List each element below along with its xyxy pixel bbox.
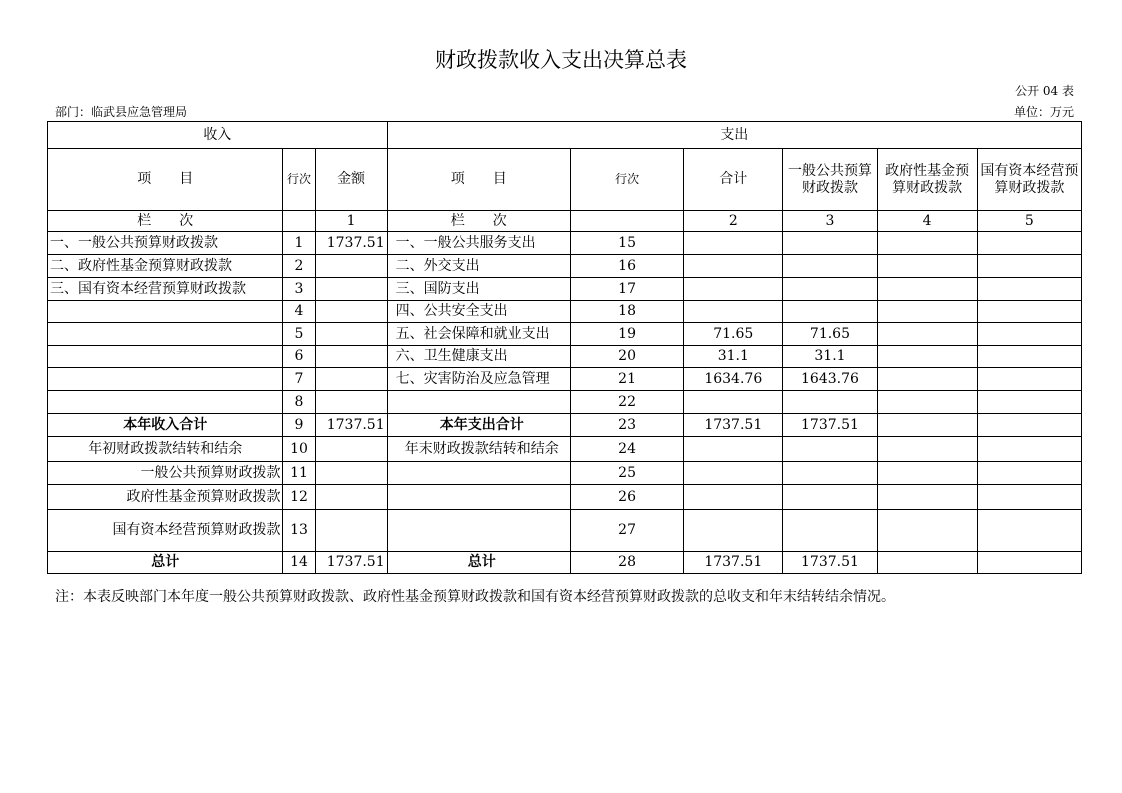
general-budget-value <box>783 391 877 414</box>
total-value: 1634.76 <box>684 368 783 391</box>
footnote: 注：本表反映部门本年度一般公共预算财政拨款、政府性基金预算财政拨款和国有资本经营预算财政拨款的总收支和年末结转结余情况。 <box>55 589 895 605</box>
general-budget-value <box>783 255 877 278</box>
state-capital-value <box>977 232 1081 255</box>
expense-row-no: 16 <box>570 255 683 278</box>
expense-item-header: 项 目 <box>387 149 570 211</box>
gov-fund-value <box>877 255 977 278</box>
total-value <box>684 301 783 323</box>
expense-item <box>387 510 570 552</box>
amount-header: 金额 <box>315 149 387 211</box>
income-amount: 1737.51 <box>315 232 387 255</box>
income-item: 本年收入合计 <box>48 414 283 437</box>
income-item: 年初财政拨款结转和结余 <box>48 437 283 462</box>
expense-item: 三、国防支出 <box>387 278 570 301</box>
expense-row-no: 22 <box>570 391 683 414</box>
general-budget-value: 1737.51 <box>783 414 877 437</box>
department-label: 部门：临武县应急管理局 <box>55 105 188 119</box>
table-row <box>48 232 1082 255</box>
expense-row-no: 17 <box>570 278 683 301</box>
expense-item <box>387 462 570 485</box>
income-item: 一般公共预算财政拨款 <box>48 462 283 485</box>
column-index-3: 3 <box>783 211 877 232</box>
total-value <box>684 485 783 510</box>
gov-fund-value <box>877 346 977 368</box>
general-budget-value <box>783 232 877 255</box>
income-item <box>48 323 283 346</box>
total-value <box>684 437 783 462</box>
income-item: 一、一般公共预算财政拨款 <box>48 232 283 255</box>
state-capital-value <box>977 485 1081 510</box>
column-index-4: 4 <box>877 211 977 232</box>
table-row <box>48 323 1082 346</box>
income-amount <box>315 437 387 462</box>
gov-fund-value <box>877 552 977 574</box>
table-row <box>48 462 1082 485</box>
income-amount <box>315 485 387 510</box>
state-capital-value <box>977 346 1081 368</box>
gov-fund-value <box>877 368 977 391</box>
state-capital-value <box>977 414 1081 437</box>
expense-row-no: 15 <box>570 232 683 255</box>
income-item: 总计 <box>48 552 283 574</box>
general-budget-value: 1737.51 <box>783 552 877 574</box>
expense-item: 四、公共安全支出 <box>387 301 570 323</box>
column-index-5: 5 <box>977 211 1081 232</box>
total-value <box>684 510 783 552</box>
general-budget-value <box>783 278 877 301</box>
state-capital-value <box>977 391 1081 414</box>
income-item: 国有资本经营预算财政拨款 <box>48 510 283 552</box>
column-index-1: 1 <box>315 211 387 232</box>
expense-item: 一、一般公共服务支出 <box>387 232 570 255</box>
gov-fund-value <box>877 232 977 255</box>
state-capital-value <box>977 255 1081 278</box>
unit-label: 单位：万元 <box>1013 105 1074 119</box>
state-capital-header: 国有资本经营预算财政拨款 <box>977 149 1081 211</box>
gov-fund-value <box>877 485 977 510</box>
expense-row-no: 27 <box>570 510 683 552</box>
state-capital-value <box>977 368 1081 391</box>
gov-fund-value <box>877 391 977 414</box>
expense-row-no: 20 <box>570 346 683 368</box>
income-item <box>48 368 283 391</box>
budget-table <box>47 121 1082 574</box>
income-amount: 1737.51 <box>315 414 387 437</box>
gov-fund-value <box>877 462 977 485</box>
income-item <box>48 346 283 368</box>
income-amount <box>315 391 387 414</box>
total-value <box>684 255 783 278</box>
gov-fund-value <box>877 278 977 301</box>
income-row-no: 14 <box>283 552 315 574</box>
income-row-no: 1 <box>283 232 315 255</box>
general-budget-value <box>783 485 877 510</box>
gov-fund-value <box>877 510 977 552</box>
income-amount: 1737.51 <box>315 552 387 574</box>
column-index-blank <box>283 211 315 232</box>
expense-row-no: 25 <box>570 462 683 485</box>
income-item <box>48 391 283 414</box>
expense-item: 二、外交支出 <box>387 255 570 278</box>
income-amount <box>315 368 387 391</box>
income-row-no: 13 <box>283 510 315 552</box>
income-row-no: 9 <box>283 414 315 437</box>
income-row-no: 12 <box>283 485 315 510</box>
gov-fund-header: 政府性基金预算财政拨款 <box>877 149 977 211</box>
income-amount <box>315 301 387 323</box>
table-row <box>48 278 1082 301</box>
expense-row-no: 18 <box>570 301 683 323</box>
expense-row-no: 23 <box>570 414 683 437</box>
income-item <box>48 301 283 323</box>
total-value <box>684 462 783 485</box>
state-capital-value <box>977 437 1081 462</box>
table-row <box>48 510 1082 552</box>
table-row <box>48 391 1082 414</box>
total-value: 31.1 <box>684 346 783 368</box>
income-row-no-header: 行次 <box>283 149 315 211</box>
income-amount <box>315 255 387 278</box>
income-amount <box>315 510 387 552</box>
table-row <box>48 301 1082 323</box>
table-row <box>48 437 1082 462</box>
column-index-label: 栏 次 <box>48 211 283 232</box>
general-budget-value <box>783 301 877 323</box>
general-budget-value: 71.65 <box>783 323 877 346</box>
expense-row-no-header: 行次 <box>570 149 683 211</box>
general-budget-value: 31.1 <box>783 346 877 368</box>
state-capital-value <box>977 301 1081 323</box>
total-value <box>684 391 783 414</box>
state-capital-value <box>977 462 1081 485</box>
gov-fund-value <box>877 301 977 323</box>
expense-item <box>387 391 570 414</box>
income-item: 三、国有资本经营预算财政拨款 <box>48 278 283 301</box>
general-budget-value <box>783 437 877 462</box>
income-row-no: 10 <box>283 437 315 462</box>
income-row-no: 3 <box>283 278 315 301</box>
gov-fund-value <box>877 323 977 346</box>
total-value: 1737.51 <box>684 552 783 574</box>
expense-item: 年末财政拨款结转和结余 <box>387 437 570 462</box>
column-index-label-2: 栏 次 <box>387 211 570 232</box>
general-budget-value <box>783 462 877 485</box>
expense-row-no: 19 <box>570 323 683 346</box>
total-header: 合计 <box>684 149 783 211</box>
expense-item: 本年支出合计 <box>387 414 570 437</box>
income-amount <box>315 323 387 346</box>
income-row-no: 11 <box>283 462 315 485</box>
income-row-no: 8 <box>283 391 315 414</box>
column-index-2: 2 <box>684 211 783 232</box>
total-value <box>684 232 783 255</box>
expense-item: 六、卫生健康支出 <box>387 346 570 368</box>
state-capital-value <box>977 323 1081 346</box>
income-row-no: 4 <box>283 301 315 323</box>
income-row-no: 6 <box>283 346 315 368</box>
state-capital-value <box>977 510 1081 552</box>
income-amount <box>315 278 387 301</box>
general-budget-value <box>783 510 877 552</box>
general-budget-value: 1643.76 <box>783 368 877 391</box>
income-row-no: 5 <box>283 323 315 346</box>
expense-row-no: 21 <box>570 368 683 391</box>
expense-header: 支出 <box>387 122 1081 149</box>
state-capital-value <box>977 552 1081 574</box>
table-row <box>48 414 1082 437</box>
total-value: 1737.51 <box>684 414 783 437</box>
expense-row-no: 28 <box>570 552 683 574</box>
general-budget-header: 一般公共预算财政拨款 <box>783 149 877 211</box>
income-item: 政府性基金预算财政拨款 <box>48 485 283 510</box>
state-capital-value <box>977 278 1081 301</box>
income-amount <box>315 346 387 368</box>
expense-item: 五、社会保障和就业支出 <box>387 323 570 346</box>
income-header: 收入 <box>48 122 388 149</box>
income-item: 二、政府性基金预算财政拨款 <box>48 255 283 278</box>
column-index-blank <box>570 211 683 232</box>
table-row <box>48 485 1082 510</box>
total-value: 71.65 <box>684 323 783 346</box>
expense-row-no: 26 <box>570 485 683 510</box>
form-code: 公开 04 表 <box>1015 84 1074 98</box>
income-amount <box>315 462 387 485</box>
table-row <box>48 552 1082 574</box>
gov-fund-value <box>877 414 977 437</box>
gov-fund-value <box>877 437 977 462</box>
page-title: 财政拨款收入支出决算总表 <box>435 48 687 72</box>
income-row-no: 2 <box>283 255 315 278</box>
expense-item: 总计 <box>387 552 570 574</box>
table-row <box>48 368 1082 391</box>
expense-row-no: 24 <box>570 437 683 462</box>
table-row <box>48 346 1082 368</box>
income-item-header: 项 目 <box>48 149 283 211</box>
expense-item <box>387 485 570 510</box>
total-value <box>684 278 783 301</box>
income-row-no: 7 <box>283 368 315 391</box>
table-row <box>48 255 1082 278</box>
expense-item: 七、灾害防治及应急管理 <box>387 368 570 391</box>
